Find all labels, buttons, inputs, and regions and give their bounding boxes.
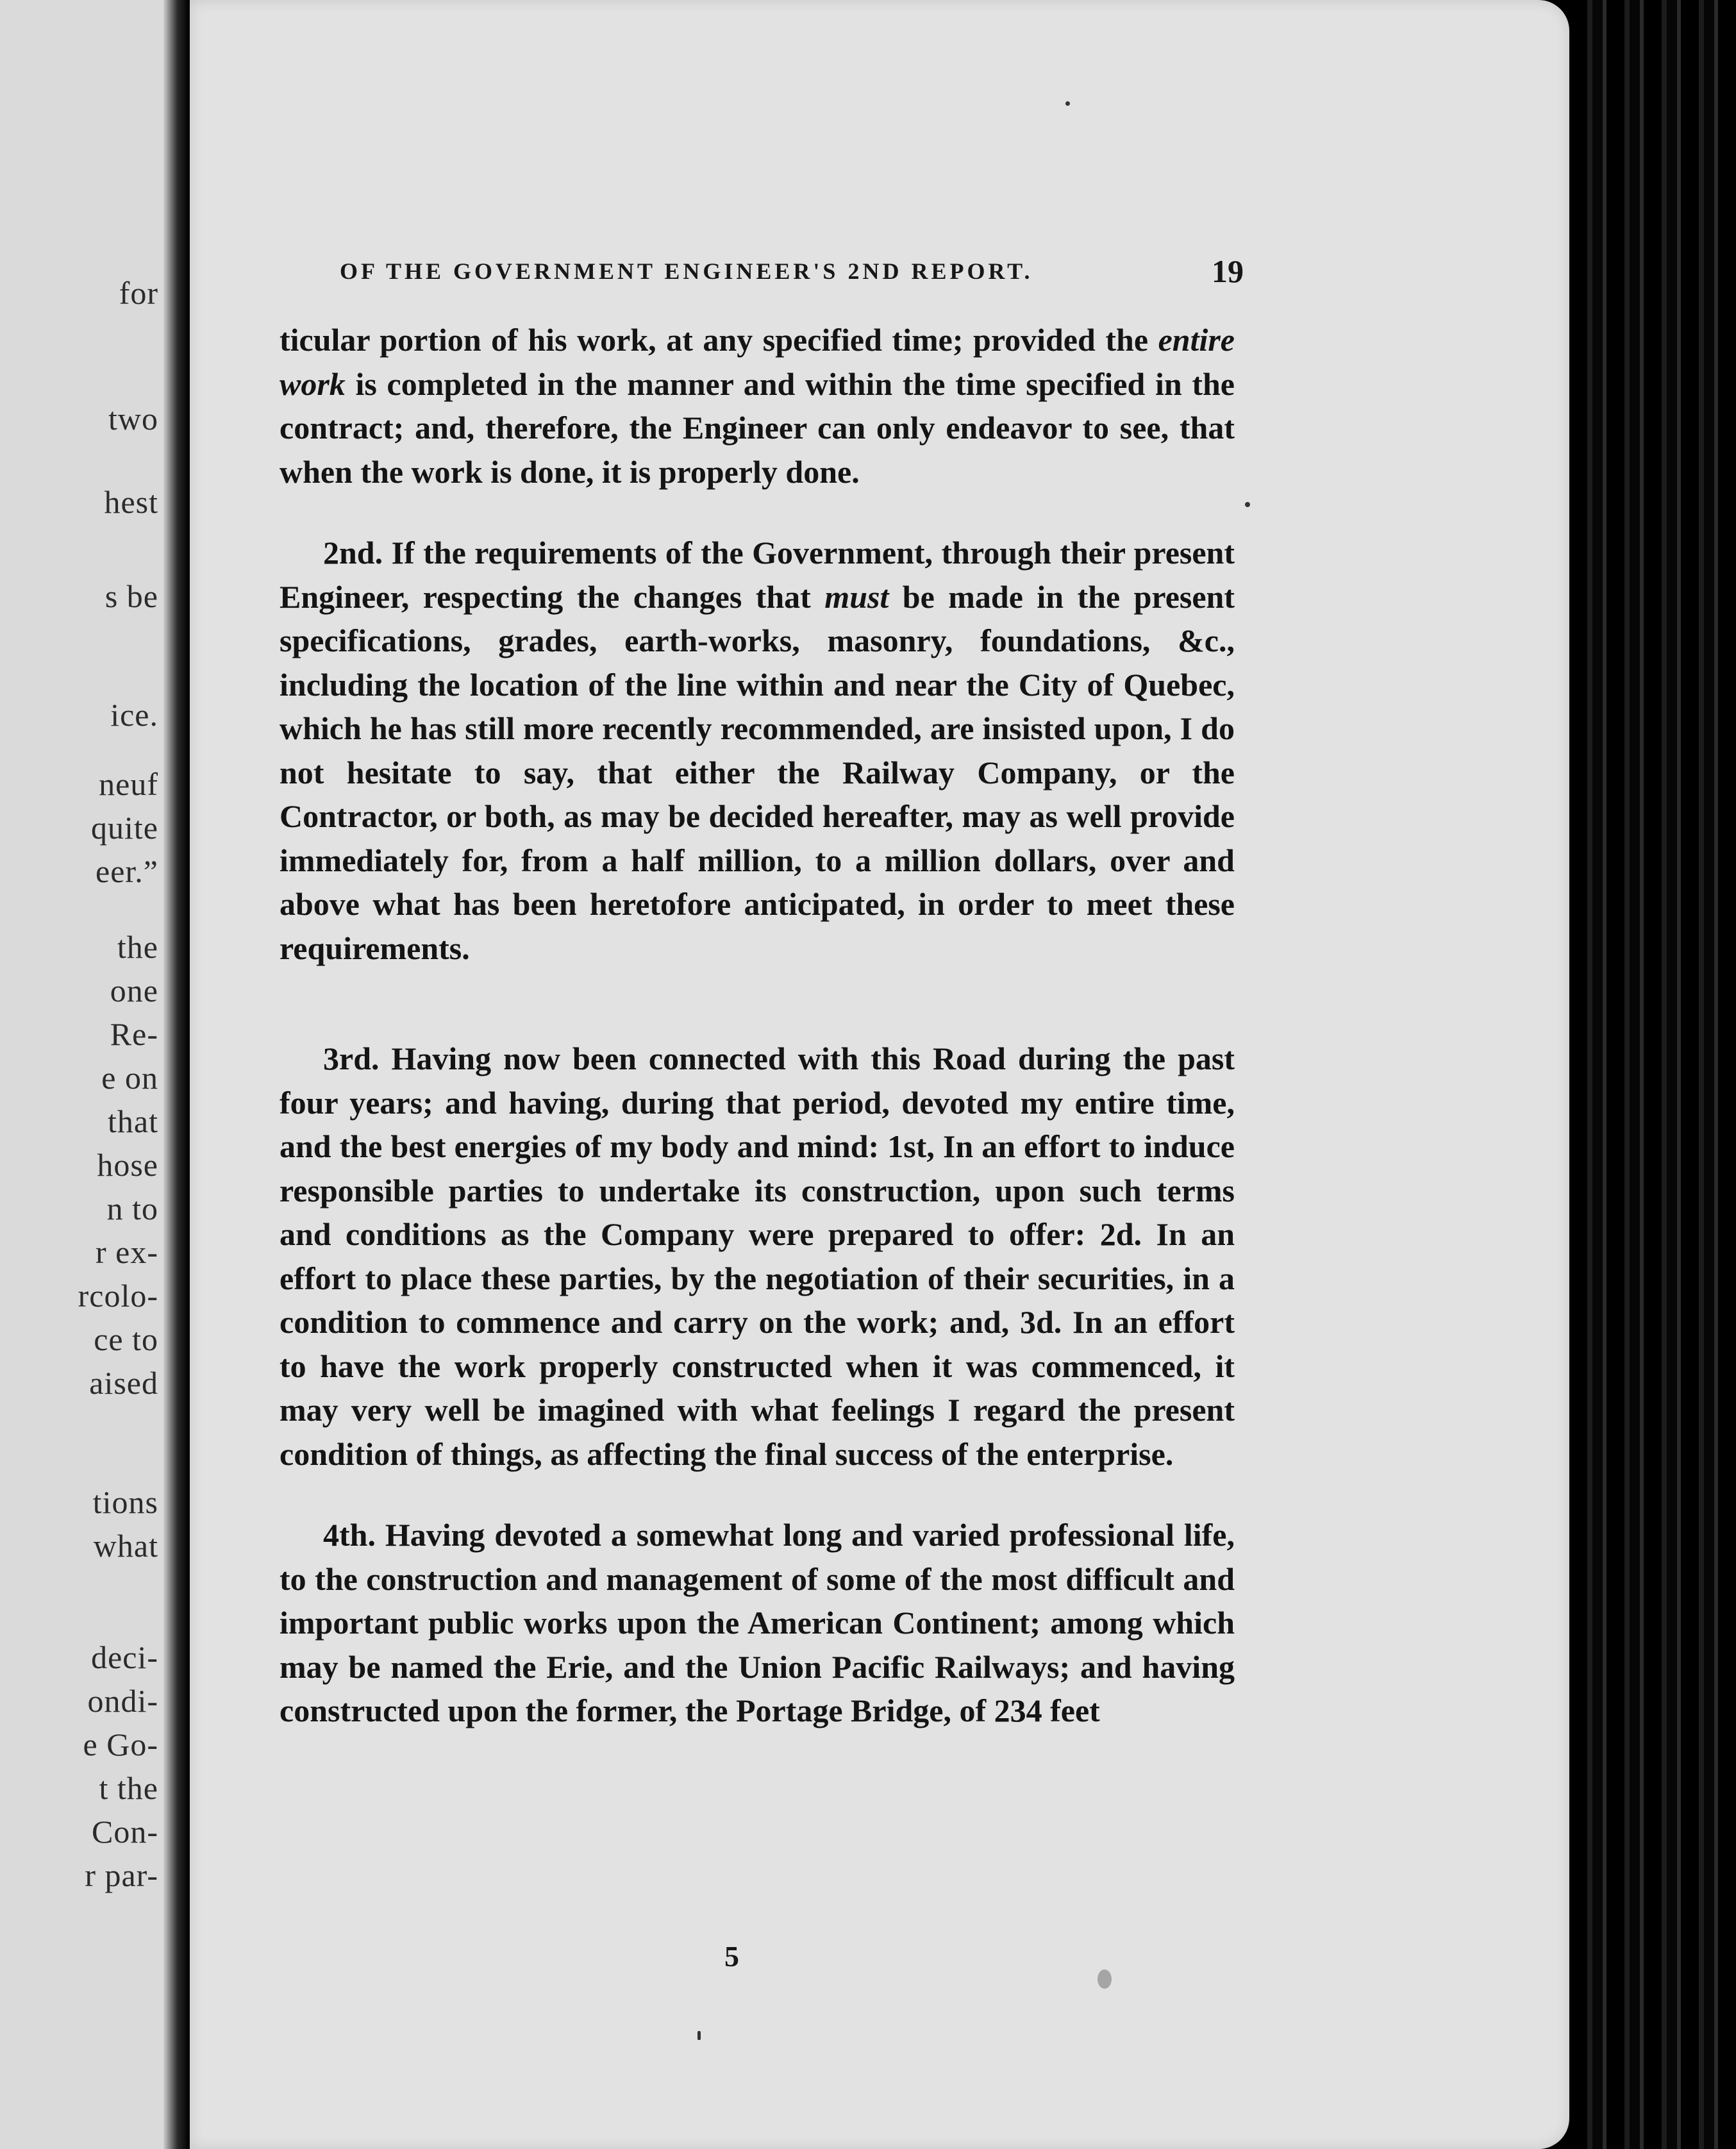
left-page-fragment: the — [117, 929, 158, 965]
left-page-fragment: aised — [89, 1365, 158, 1401]
left-page-fragment: e Go- — [83, 1727, 158, 1762]
paragraph-fourth: 4th. Having devoted a somewhat long and varied professional life, to the construction and management of some of the most difficult and important public works upon the American Continent; among which may be named the Erie, and the Union Pacific Railways; and having constructed upon the former, the Portage Bridge, of 234 feet — [280, 1517, 1235, 1728]
paragraph-text: is completed in the manner and within the time specified in the contract; and, therefore, the Engineer can only endeavor to see, that when the work is done, it is properly done. — [280, 365, 1235, 490]
left-page-fragment: Con- — [92, 1814, 158, 1850]
left-page-fragment: s be — [104, 578, 158, 614]
left-page-fragment: for — [119, 275, 158, 311]
left-page-fragment: Re- — [110, 1016, 158, 1052]
left-page-fragment: r ex- — [96, 1234, 158, 1270]
page-stack-edge — [1569, 0, 1736, 2149]
ink-speck — [1098, 1969, 1112, 1989]
page-body — [280, 318, 1235, 1733]
page-number: 19 — [1212, 253, 1244, 289]
paragraph-text: be made in the present specifications, grades, earth-works, masonry, foundations, &c., including the location of the line within and near the City of Quebec, which he has still more recently recommended, are insisted upon, I do not hesitate to say, that either the Railway Company, or the Contractor, or both, as may be decided hereafter, may as well provide immediately for, from a half million, to a million dollars, over and above what has been heretofore anticipated, in order to meet these requirements. — [280, 578, 1235, 966]
left-page-fragment: tions — [92, 1484, 158, 1520]
left-page-fragment: that — [108, 1103, 158, 1139]
left-page-fragment: ce to — [94, 1321, 158, 1357]
paragraph-third: 3rd. Having now been connected with this Road during the past four years; and having, during that period, devoted my entire time, and the best energies of my body and mind: 1st, In an effort to induce responsible parties to undertake its construction, upon such terms and conditions as the Company were prepared to offer: 2d. In an effort to place these parties, by the negotiation of their securities, in a condition to commence and carry on the work; and, 3d. In an effort to have the work properly constructed when it was commenced, it may very well be imagined with what feelings I regard the present condition of things, as affecting the final success of the enterprise. — [280, 1041, 1235, 1472]
left-page-fragment: ice. — [110, 697, 158, 733]
paragraph-text: 2nd. If the requirements of the Government, through their present Engineer, respecting the changes that — [280, 535, 1235, 615]
ink-speck — [1065, 101, 1070, 106]
left-page-fragment: e on — [101, 1060, 158, 1096]
book-gutter — [163, 0, 189, 2149]
left-page-fragment: rcolo- — [78, 1278, 158, 1314]
left-page-fragment: t the — [99, 1770, 158, 1806]
ink-speck — [1245, 502, 1250, 507]
left-page-fragment: eer.” — [96, 853, 158, 889]
left-page-fragment: deci- — [91, 1639, 158, 1675]
running-title: OF THE GOVERNMENT ENGINEER'S 2ND REPORT. — [340, 258, 1033, 284]
left-page-fragment: hose — [97, 1147, 158, 1183]
left-page-fragment: neuf — [99, 766, 158, 802]
page-header — [340, 255, 1244, 294]
paragraph-text: ticular portion of his work, at any specified time; provided the — [280, 322, 1158, 358]
left-page-fragment: n to — [106, 1191, 158, 1226]
left-page — [0, 0, 173, 2149]
paragraph-continued — [280, 318, 1235, 494]
signature-mark: 5 — [724, 1940, 739, 1973]
left-page-fragment: ondi- — [87, 1683, 158, 1719]
left-page-fragment: what — [93, 1528, 158, 1564]
left-page-text-edge — [0, 0, 163, 2149]
ink-speck — [697, 2031, 701, 2040]
left-page-fragment: two — [108, 401, 158, 437]
left-page-fragment: quite — [91, 810, 158, 846]
paragraph-second — [280, 531, 1235, 970]
left-page-fragment: one — [110, 973, 158, 1008]
emphasis-text: entire work — [280, 322, 1235, 402]
left-page-fragment: hest — [104, 484, 158, 520]
left-page-fragment: r par- — [85, 1857, 158, 1893]
emphasis-text: must — [824, 578, 889, 615]
